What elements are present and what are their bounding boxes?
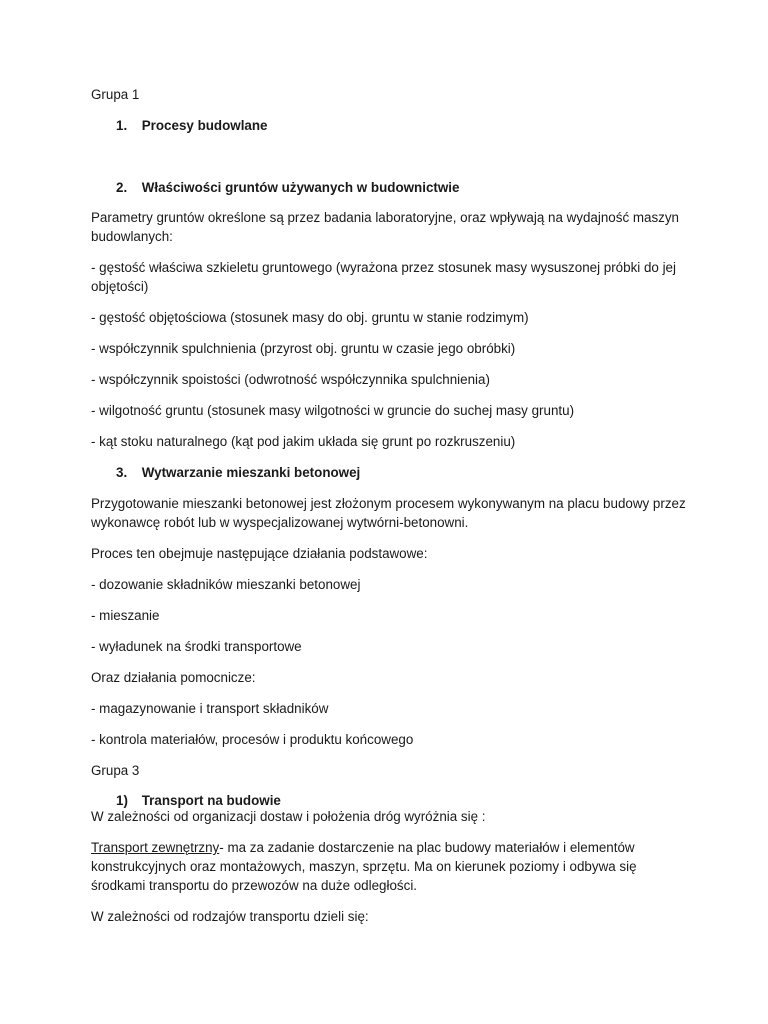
heading-text: Procesy budowlane	[141, 118, 268, 133]
heading-number: 2.	[116, 180, 128, 195]
heading-number: 1.	[116, 118, 128, 133]
paragraph-line: Proces ten obejmuje następujące działania podstawowe:	[91, 546, 428, 561]
bullet-line: objętości)	[91, 279, 149, 294]
paragraph-line: środkami transportu do przewozów na duże odległości.	[91, 878, 418, 893]
paragraph-line: Oraz działania pomocnicze:	[91, 670, 256, 685]
bullet-line: - kąt stoku naturalnego (kąt pod jakim układa się grunt po rozkruszeniu)	[91, 434, 516, 449]
section-heading	[116, 463, 360, 482]
heading-text: Wytwarzanie mieszanki betonowej	[141, 465, 361, 480]
heading-text: Właściwości gruntów używanych w budownictwie	[141, 180, 460, 195]
paragraph-line: Przygotowanie mieszanki betonowej jest złożonym procesem wykonywanym na placu budowy przez	[91, 496, 686, 511]
bullet-line: - magazynowanie i transport składników	[91, 701, 329, 716]
paragraph-text: - ma za zadanie dostarczenie na plac budowy materiałów i elementów	[219, 840, 635, 855]
bullet-line: - dozowanie składników mieszanki betonowej	[91, 577, 361, 592]
bullet-line: - współczynnik spoistości (odwrotność współczynnika spulchnienia)	[91, 372, 490, 387]
section-heading	[116, 116, 268, 135]
paragraph-line: W zależności od organizacji dostaw i położenia dróg wyróżnia się :	[91, 809, 486, 824]
bullet-line: - wyładunek na środki transportowe	[91, 639, 302, 654]
bullet-line: - kontrola materiałów, procesów i produktu końcowego	[91, 732, 414, 747]
section-heading	[116, 178, 459, 197]
bullet-line: - gęstość właściwa szkieletu gruntowego (wyrażona przez stosunek masy wysuszonej próbki do jej	[91, 260, 676, 275]
heading-number: 3.	[116, 465, 128, 480]
group-label: Grupa 3	[91, 763, 140, 778]
bullet-line: - mieszanie	[91, 608, 160, 623]
paragraph-line: wykonawcę robót lub w wyspecjalizowanej wytwórni-betonowni.	[91, 515, 469, 530]
group-label: Grupa 1	[91, 87, 140, 102]
bullet-line: - wilgotność gruntu (stosunek masy wilgotności w gruncie do suchej masy gruntu)	[91, 403, 575, 418]
defined-term: Transport zewnętrzny	[91, 840, 220, 855]
bullet-line: - gęstość objętościowa (stosunek masy do obj. gruntu w stanie rodzimym)	[91, 310, 529, 325]
paragraph-line	[91, 838, 691, 857]
paragraph-line: W zależności od rodzajów transportu dzieli się:	[91, 909, 369, 924]
paragraph-line: Parametry gruntów określone są przez badania laboratoryjne, oraz wpływają na wydajność maszyn	[91, 210, 679, 225]
paragraph-line: konstrukcyjnych oraz montażowych, maszyn, sprzętu. Ma on kierunek poziomy i odbywa się	[91, 859, 637, 874]
heading-number: 1)	[116, 793, 128, 808]
bullet-line: - współczynnik spulchnienia (przyrost obj. gruntu w czasie jego obróbki)	[91, 341, 516, 356]
paragraph-line: budowlanych:	[91, 229, 173, 244]
heading-text: Transport na budowie	[141, 793, 281, 808]
